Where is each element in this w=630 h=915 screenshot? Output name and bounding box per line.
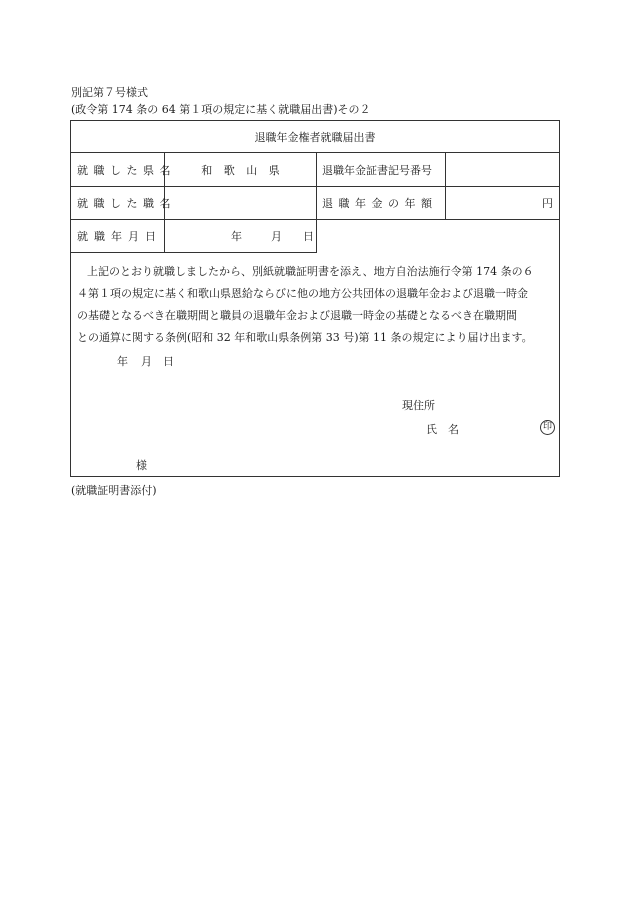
name-label: 氏 名 — [426, 423, 459, 436]
certificate-number-field[interactable] — [446, 153, 559, 186]
body-line: の基礎となるべき在職期間と職員の退職年金および退職一時金の基礎となるべき在職期間 — [77, 309, 517, 322]
pension-amount-field[interactable] — [446, 187, 559, 219]
position-label: 就職した職名 — [77, 197, 176, 210]
notification-form — [70, 120, 560, 477]
form-title: 退職年金権者就職届出書 — [254, 130, 376, 144]
form-subtitle: (政令第 174 条の 64 第１項の規定に基く就職届出書)その２ — [71, 103, 371, 116]
prefecture-value[interactable]: 和 歌 山 県 — [201, 163, 280, 177]
form-number: 別記第７号様式 — [71, 86, 148, 99]
row-divider — [71, 252, 317, 253]
pension-amount-label: 退 職 年 金 の 年 額 — [322, 197, 432, 210]
attachment-note: (就職証明書添付) — [71, 484, 157, 497]
body-line: 上記のとおり就職しましたから、別紙就職証明書を添え、地方自治法施行令第 174 条の６ — [87, 265, 534, 278]
address-label: 現住所 — [402, 399, 435, 412]
employment-date-field[interactable] — [165, 220, 316, 252]
body-line: ４第１項の規定に基く和歌山県恩給ならびに他の地方公共団体の退職年金および退職一時金 — [77, 287, 528, 300]
month-label: 月 — [271, 230, 282, 243]
seal-mark: 印 — [540, 420, 555, 435]
employment-date-label: 就職年月日 — [77, 230, 162, 243]
day-label: 日 — [303, 230, 314, 243]
declaration-text — [77, 261, 557, 349]
submission-day-label: 日 — [163, 355, 174, 368]
body-line: との通算に関する条例(昭和 32 年和歌山県条例第 33 号)第 11 条の規定により届け出ます。 — [77, 331, 533, 344]
column-divider — [316, 152, 317, 252]
yen-unit: 円 — [542, 197, 553, 210]
submission-month-label: 月 — [141, 355, 152, 368]
prefecture-label: 就職した県名 — [77, 163, 176, 177]
year-label: 年 — [231, 230, 242, 243]
certificate-number-label: 退職年金証書記号番号 — [322, 163, 432, 177]
addressee-suffix: 様 — [136, 459, 147, 472]
submission-year-label: 年 — [117, 355, 128, 368]
position-field[interactable] — [165, 187, 316, 219]
